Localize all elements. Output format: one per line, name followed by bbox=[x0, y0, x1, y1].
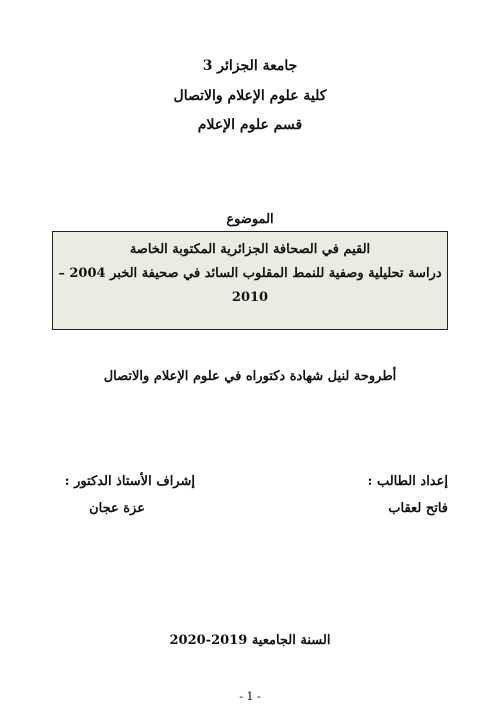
prepared-by-label: إعداد الطالب : bbox=[367, 474, 448, 489]
supervisor-label: إشراف الأستاذ الدكتور : bbox=[64, 474, 195, 489]
faculty-name: كلية علوم الإعلام والاتصال bbox=[173, 88, 327, 104]
thesis-statement: أطروحة لنيل شهادة دكتوراه في علوم الإعلام والاتصال bbox=[103, 369, 397, 384]
page-number: - 1 - bbox=[239, 690, 261, 703]
department-name: قسم علوم الإعلام bbox=[197, 117, 303, 133]
academic-year: السنة الجامعية 2019-2020 bbox=[169, 633, 331, 648]
topic-subtitle-line1: دراسة تحليلية وصفية للنمط المقلوب السائد في صحيفة الخبر 2004 – bbox=[58, 266, 442, 281]
topic-subtitle-line2: 2010 bbox=[231, 290, 269, 305]
university-name: جامعة الجزائر 3 bbox=[202, 58, 298, 74]
topic-label: الموضوع bbox=[226, 212, 274, 227]
topic-title: القيم في الصحافة الجزائرية المكتوبة الخاصة bbox=[129, 242, 371, 257]
supervisor-name: عزة عجان bbox=[89, 501, 145, 516]
topic-box bbox=[52, 231, 448, 330]
student-name: فاتح لعقاب bbox=[388, 501, 448, 516]
